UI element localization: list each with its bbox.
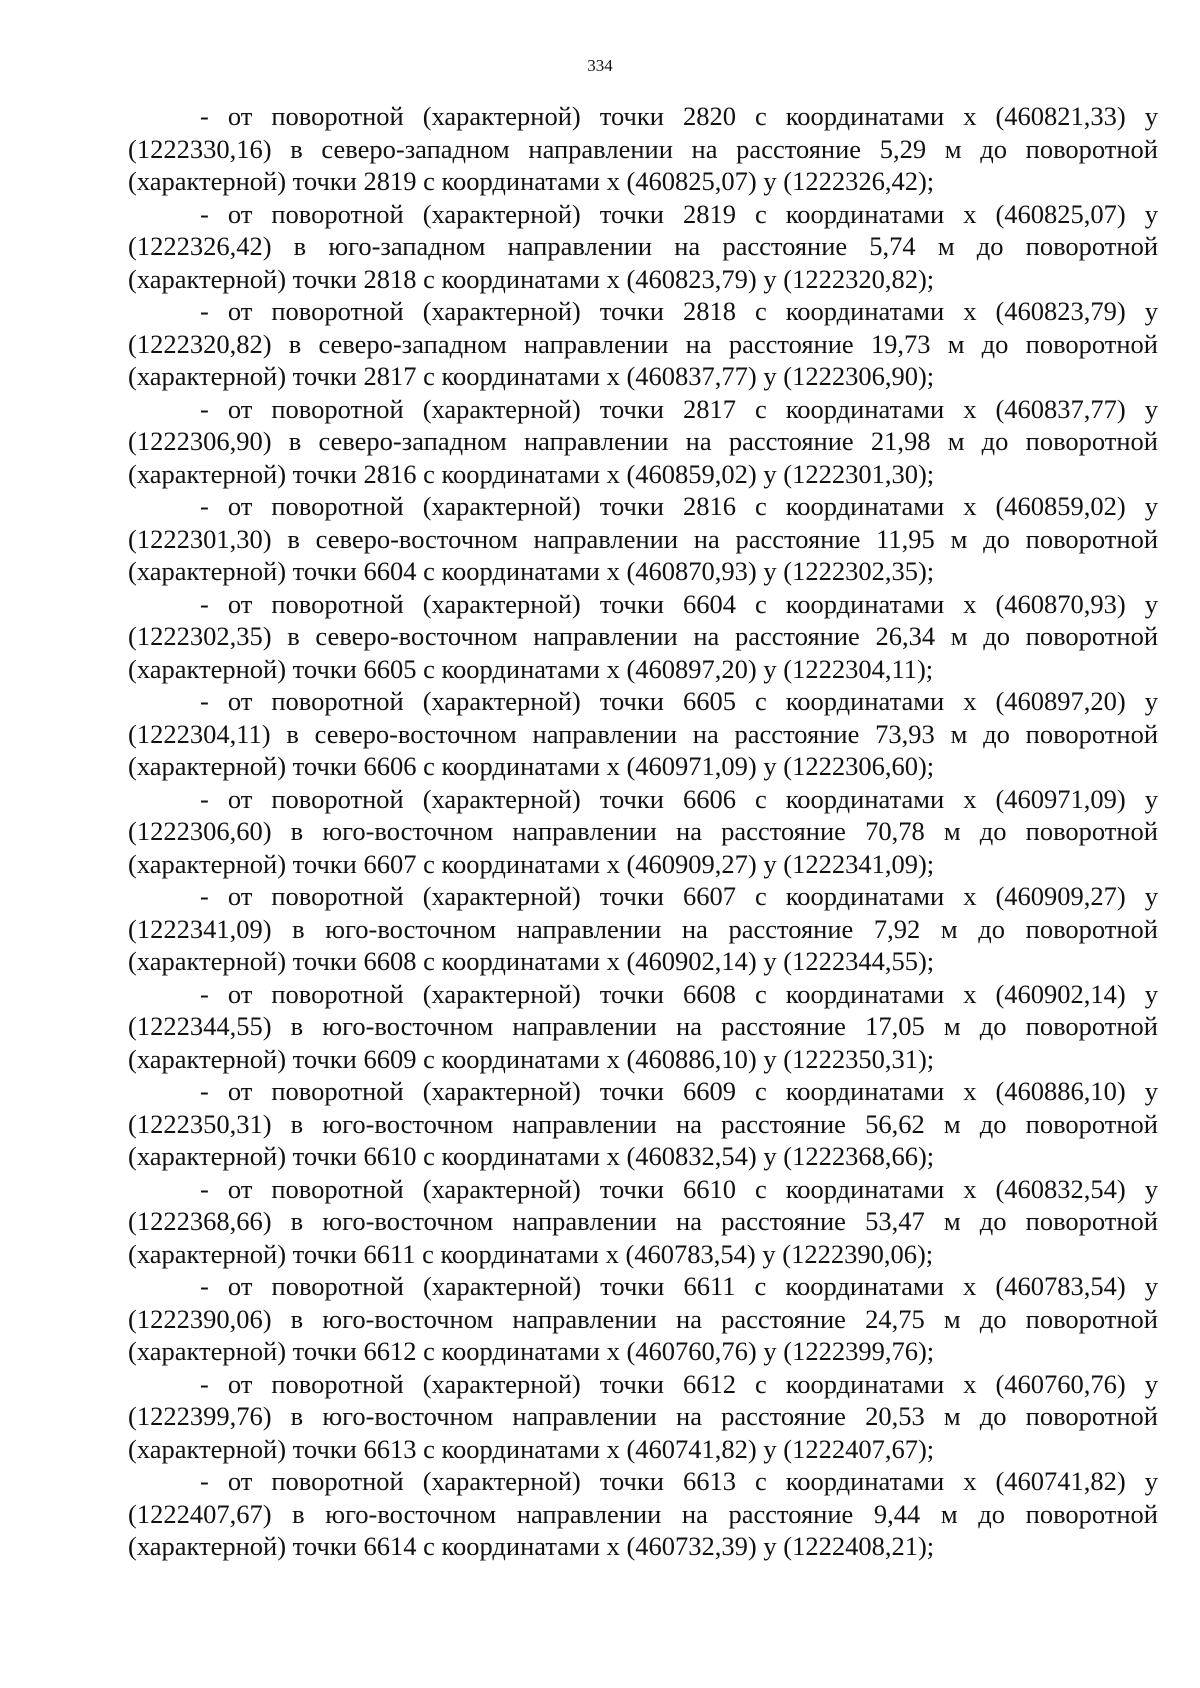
- boundary-segment-paragraph: - от поворотной (характерной) точки 2819 с координатами х (460825,07) у (1222326,42) в юго-западном направлении на расстояние 5,74 м до поворотной (характерной) точки 2818 с координатами х (460823,79) у (1222320,82);: [128, 198, 1158, 294]
- boundary-segment-paragraph: - от поворотной (характерной) точки 6607 с координатами х (460909,27) у (1222341,09) в юго-восточном направлении на расстояние 7,92 м до поворотной (характерной) точки 6608 с координатами х (460902,14) у (1222344,55);: [128, 881, 1158, 976]
- boundary-segment-paragraph: - от поворотной (характерной) точки 2820 с координатами х (460821,33) у (1222330,16) в северо-западном направлении на расстояние 5,29 м до поворотной (характерной) точки 2819 с координатами х (460825,07) у (1222326,42);: [128, 101, 1158, 196]
- boundary-segment-paragraph: - от поворотной (характерной) точки 6611 с координатами х (460783,54) у (1222390,06) в юго-восточном направлении на расстояние 24,75 м до поворотной (характерной) точки 6612 с координатами х (460760,76) у (1222399,76);: [128, 1271, 1158, 1366]
- page-number: 334: [587, 56, 613, 75]
- boundary-segment-paragraph: - от поворотной (характерной) точки 6613 с координатами х (460741,82) у (1222407,67) в юго-восточном направлении на расстояние 9,44 м до поворотной (характерной) точки 6614 с координатами х (460732,39) у (1222408,21);: [128, 1466, 1158, 1561]
- boundary-segment-paragraph: - от поворотной (характерной) точки 6608 с координатами х (460902,14) у (1222344,55) в юго-восточном направлении на расстояние 17,05 м до поворотной (характерной) точки 6609 с координатами х (460886,10) у (1222350,31);: [128, 978, 1158, 1074]
- boundary-description: [128, 100, 1158, 1563]
- boundary-segment-paragraph: - от поворотной (характерной) точки 6610 с координатами х (460832,54) у (1222368,66) в юго-восточном направлении на расстояние 53,47 м до поворотной (характерной) точки 6611 с координатами х (460783,54) у (1222390,06);: [128, 1173, 1158, 1269]
- boundary-segment-paragraph: - от поворотной (характерной) точки 2818 с координатами х (460823,79) у (1222320,82) в северо-западном направлении на расстояние 19,73 м до поворотной (характерной) точки 2817 с координатами х (460837,77) у (1222306,90);: [128, 296, 1158, 391]
- boundary-segment-paragraph: - от поворотной (характерной) точки 6609 с координатами х (460886,10) у (1222350,31) в юго-восточном направлении на расстояние 56,62 м до поворотной (характерной) точки 6610 с координатами х (460832,54) у (1222368,66);: [128, 1076, 1158, 1171]
- boundary-segment-paragraph: - от поворотной (характерной) точки 6612 с координатами х (460760,76) у (1222399,76) в юго-восточном направлении на расстояние 20,53 м до поворотной (характерной) точки 6613 с координатами х (460741,82) у (1222407,67);: [128, 1368, 1158, 1464]
- boundary-segment-paragraph: - от поворотной (характерной) точки 2817 с координатами х (460837,77) у (1222306,90) в северо-западном направлении на расстояние 21,98 м до поворотной (характерной) точки 2816 с координатами х (460859,02) у (1222301,30);: [128, 393, 1158, 489]
- boundary-segment-paragraph: - от поворотной (характерной) точки 2816 с координатами х (460859,02) у (1222301,30) в северо-восточном направлении на расстояние 11,95 м до поворотной (характерной) точки 6604 с координатами х (460870,93) у (1222302,35);: [128, 491, 1158, 586]
- boundary-segment-paragraph: - от поворотной (характерной) точки 6604 с координатами х (460870,93) у (1222302,35) в северо-восточном направлении на расстояние 26,34 м до поворотной (характерной) точки 6605 с координатами х (460897,20) у (1222304,11);: [128, 588, 1158, 684]
- boundary-segment-paragraph: - от поворотной (характерной) точки 6605 с координатами х (460897,20) у (1222304,11) в северо-восточном направлении на расстояние 73,93 м до поворотной (характерной) точки 6606 с координатами х (460971,09) у (1222306,60);: [128, 686, 1158, 781]
- boundary-segment-paragraph: - от поворотной (характерной) точки 6606 с координатами х (460971,09) у (1222306,60) в юго-восточном направлении на расстояние 70,78 м до поворотной (характерной) точки 6607 с координатами х (460909,27) у (1222341,09);: [128, 783, 1158, 879]
